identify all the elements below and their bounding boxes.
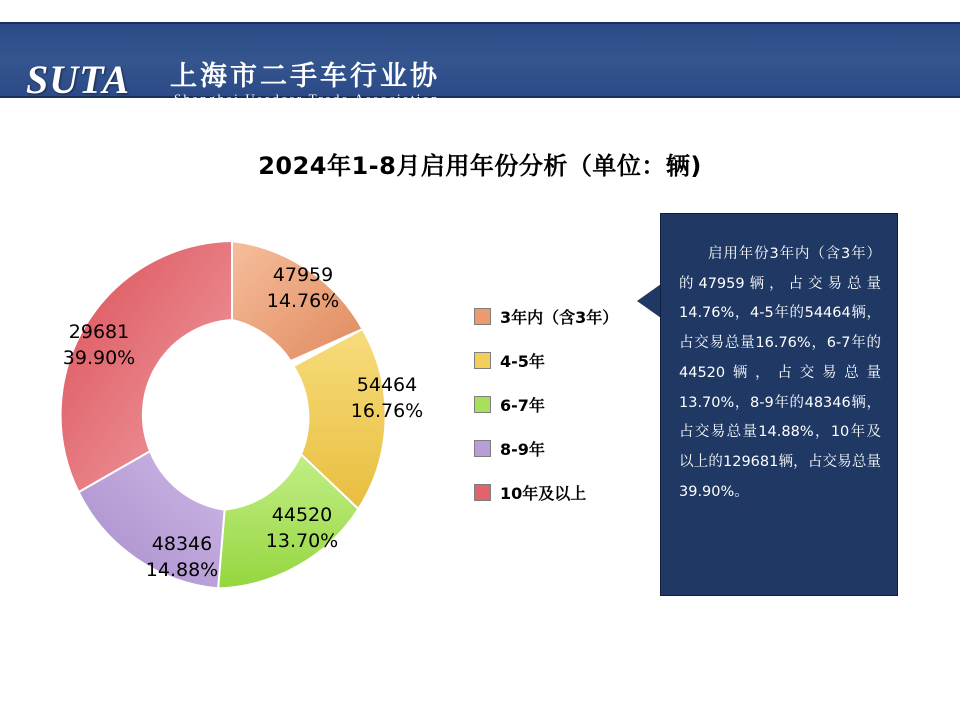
chart-legend <box>474 294 654 514</box>
pie-label-1-percent: 16.76% <box>350 399 424 422</box>
legend-item-4[interactable] <box>474 470 654 514</box>
pie-label-1-value: 54464 <box>356 374 418 396</box>
logo-chinese-name: 上海市二手车行业协会 <box>170 61 440 131</box>
legend-item-1[interactable] <box>474 338 654 382</box>
pie-label-4 <box>24 320 174 371</box>
pie-label-3 <box>107 532 257 583</box>
donut-chart <box>32 215 432 615</box>
pie-label-4-percent: 39.90% <box>62 346 136 369</box>
page-title: 2024年1-8月启用年份分析（单位：辆) <box>258 152 702 180</box>
association-logo <box>18 48 468 131</box>
logo-english-name: Shanghai Usedcar Trade Association <box>174 91 440 106</box>
legend-label-4: 10年及以上 <box>500 483 587 503</box>
pie-label-3-value: 48346 <box>151 533 213 555</box>
legend-item-2[interactable] <box>474 382 654 426</box>
legend-item-0[interactable] <box>474 294 654 338</box>
legend-label-3: 8-9年 <box>500 439 545 459</box>
pie-label-0-value: 47959 <box>272 264 334 286</box>
callout-pointer <box>637 284 661 318</box>
logo-abbreviation: SUTA <box>26 57 131 102</box>
legend-label-0: 3年内（含3年） <box>500 307 619 327</box>
pie-label-3-percent: 14.88% <box>145 558 219 581</box>
legend-label-1: 4-5年 <box>500 351 545 371</box>
pie-label-0-percent: 14.76% <box>266 289 340 312</box>
pie-label-2-percent: 13.70% <box>265 529 339 552</box>
legend-swatch-icon <box>474 396 491 413</box>
legend-swatch-icon <box>474 352 491 369</box>
pie-label-0 <box>228 263 378 314</box>
pie-label-4-value: 29681 <box>68 321 130 343</box>
pie-label-1 <box>312 373 462 424</box>
pie-label-2-value: 44520 <box>271 504 333 526</box>
callout-box <box>660 213 898 596</box>
header-banner <box>0 22 960 131</box>
legend-swatch-icon <box>474 484 491 501</box>
legend-item-3[interactable] <box>474 426 654 470</box>
callout-text: 启用年份3年内（含3年）的47959辆，占交易总量14.76%，4-5年的54464辆，占交易总量16.76%，6-7年的44520辆，占交易总量13.70%，8-9年的48346辆，占交易总量14.88%，10年及以上的129681辆，占交易总量39.90%。 <box>679 246 881 500</box>
legend-swatch-icon <box>474 440 491 457</box>
legend-swatch-icon <box>474 308 491 325</box>
legend-label-2: 6-7年 <box>500 395 545 415</box>
